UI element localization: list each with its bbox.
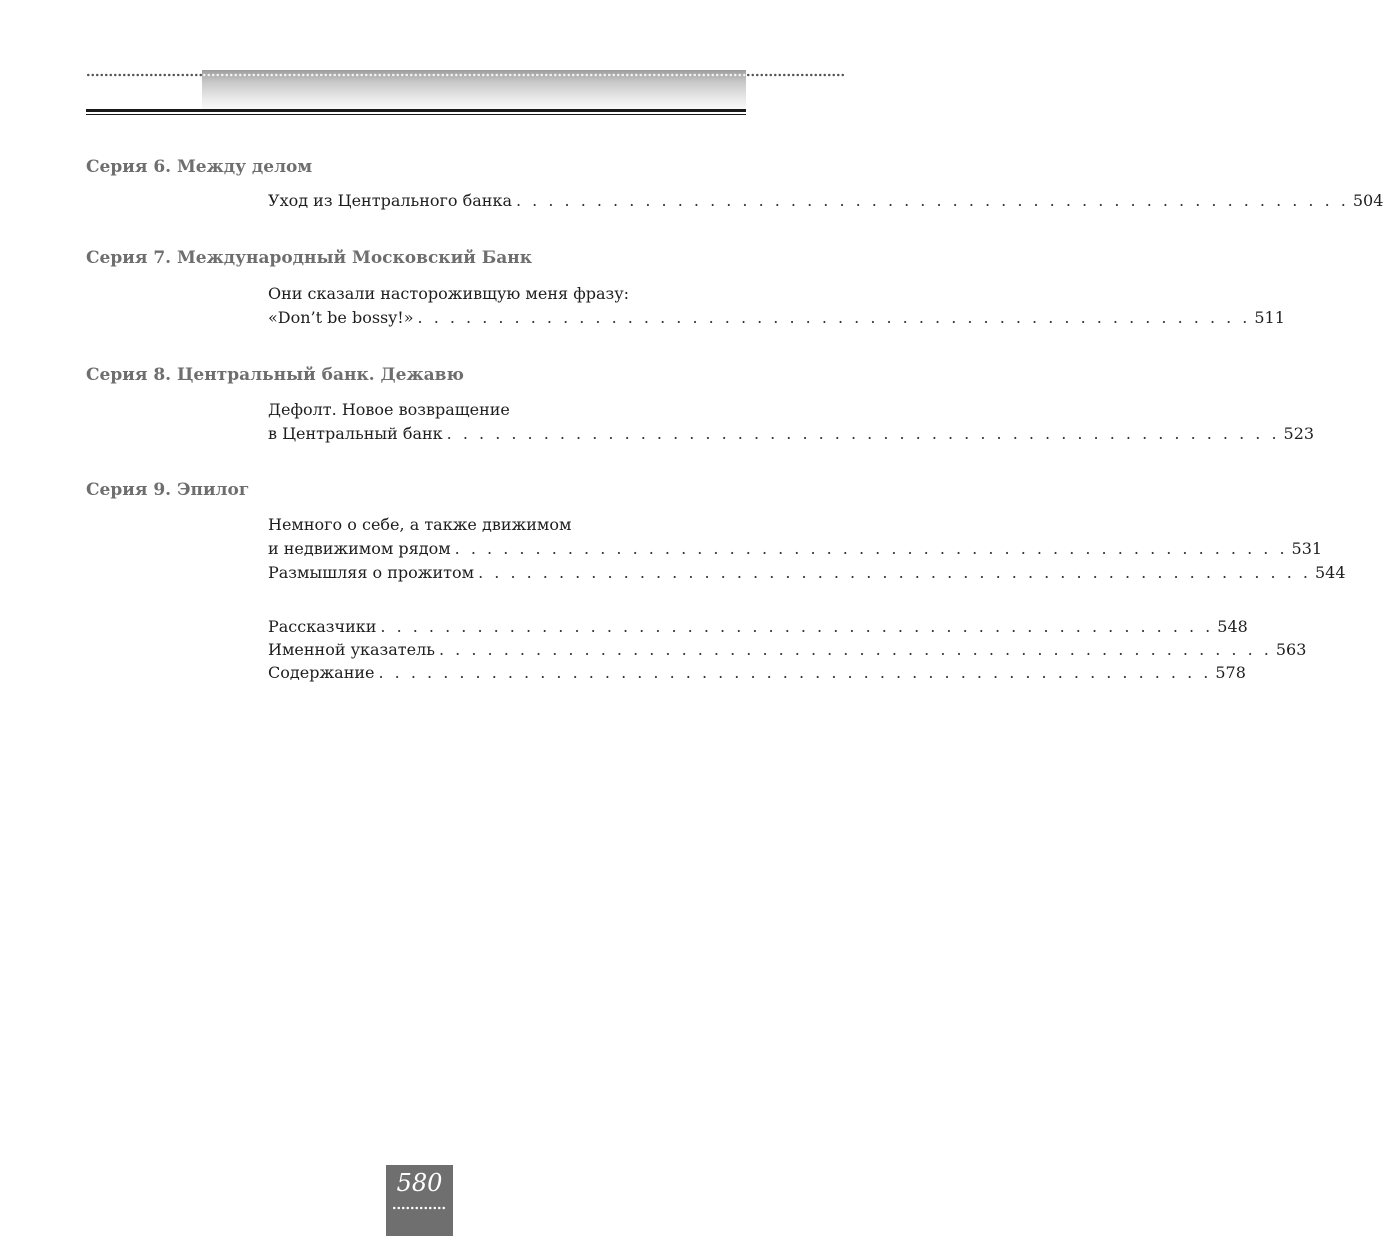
toc-entry-title: и недвижимом рядом: [268, 539, 451, 558]
dot-leader: . . . . . . . . . . . . . . . . . . . . . . . . . . . . . . . . . . . . . . . . . . . . . . . . . . . .: [378, 663, 1212, 682]
section-title: Серия 7. Международный Московский Банк: [86, 248, 532, 268]
toc-page-number: 544: [1314, 563, 1346, 582]
toc-page-number: 504: [1352, 191, 1383, 210]
dot-leader: . . . . . . . . . . . . . . . . . . . . . . . . . . . . . . . . . . . . . . . . . . . . . . . . . . . .: [439, 640, 1272, 659]
toc-entry-title: Размышляя о прожитом: [268, 563, 475, 582]
dot-leader: . . . . . . . . . . . . . . . . . . . . . . . . . . . . . . . . . . . . . . . . . . . . . . . . . . . .: [516, 191, 1349, 210]
toc-entry-title: Именной указатель: [268, 640, 435, 659]
toc-entry-title: Дефолт. Новое возвращение: [268, 400, 510, 419]
toc-line: [268, 398, 761, 422]
toc-line: [268, 422, 1315, 446]
toc-entry[interactable]: [268, 282, 1285, 330]
dot-leader: . . . . . . . . . . . . . . . . . . . . . . . . . . . . . . . . . . . . . . . . . . . . . . . . . . . .: [454, 539, 1288, 558]
toc-entry-title: Рассказчики: [268, 617, 377, 636]
header-band-dots: [202, 73, 746, 77]
section-title: Серия 6. Между делом: [86, 157, 313, 177]
page-number: 580: [396, 1169, 443, 1197]
toc-line[interactable]: [268, 638, 1307, 661]
toc-entry-title: Уход из Центрального банка: [268, 191, 512, 210]
header-dots-right: [746, 73, 846, 77]
section-title: Серия 9. Эпилог: [86, 480, 250, 500]
toc-page-number: 531: [1291, 539, 1323, 558]
dot-leader: . . . . . . . . . . . . . . . . . . . . . . . . . . . . . . . . . . . . . . . . . . . . . . . . . . . .: [446, 424, 1280, 443]
toc-entry-title: Они сказали настороживщую меня фразу:: [268, 284, 630, 303]
toc-line[interactable]: [268, 561, 1346, 585]
toc-page-number: 523: [1283, 424, 1315, 443]
toc-page-number: 548: [1217, 617, 1248, 636]
toc-appendix: [268, 615, 1307, 684]
toc-line[interactable]: [268, 615, 1248, 638]
dot-leader: . . . . . . . . . . . . . . . . . . . . . . . . . . . . . . . . . . . . . . . . . . . . . . . . . . . .: [478, 563, 1311, 582]
section-title: Серия 8. Центральный банк. Дежавю: [86, 365, 464, 385]
toc-entry-title: Немного о себе, а также движимом: [268, 515, 572, 534]
toc-line: [268, 537, 1323, 561]
toc-line[interactable]: [268, 661, 1246, 684]
toc-line: [268, 282, 761, 306]
header-rule-thin: [86, 114, 746, 115]
toc-entry[interactable]: [268, 513, 1346, 585]
toc-page-number: 563: [1275, 640, 1307, 659]
toc-page-number: 578: [1215, 663, 1246, 682]
dot-leader: . . . . . . . . . . . . . . . . . . . . . . . . . . . . . . . . . . . . . . . . . . . . . . . . . . . .: [380, 617, 1214, 636]
toc-line: [268, 306, 1285, 330]
toc-entry-title: Содержание: [268, 663, 375, 682]
dot-leader: . . . . . . . . . . . . . . . . . . . . . . . . . . . . . . . . . . . . . . . . . . . . . . . . . . . .: [417, 308, 1251, 327]
toc-entry: [268, 189, 1383, 213]
toc-page-number: 511: [1254, 308, 1285, 327]
page-number-badge: [386, 1165, 453, 1236]
toc-entry-title: «Don’t be bossy!»: [268, 308, 414, 327]
toc-line[interactable]: [268, 189, 1383, 213]
badge-dots: [392, 1206, 447, 1210]
toc-line: [268, 513, 761, 537]
toc-entry-title: в Центральный банк: [268, 424, 443, 443]
toc-entry[interactable]: [268, 398, 1315, 446]
header-rule-thick: [86, 109, 746, 112]
header-dots-left: [86, 73, 202, 77]
